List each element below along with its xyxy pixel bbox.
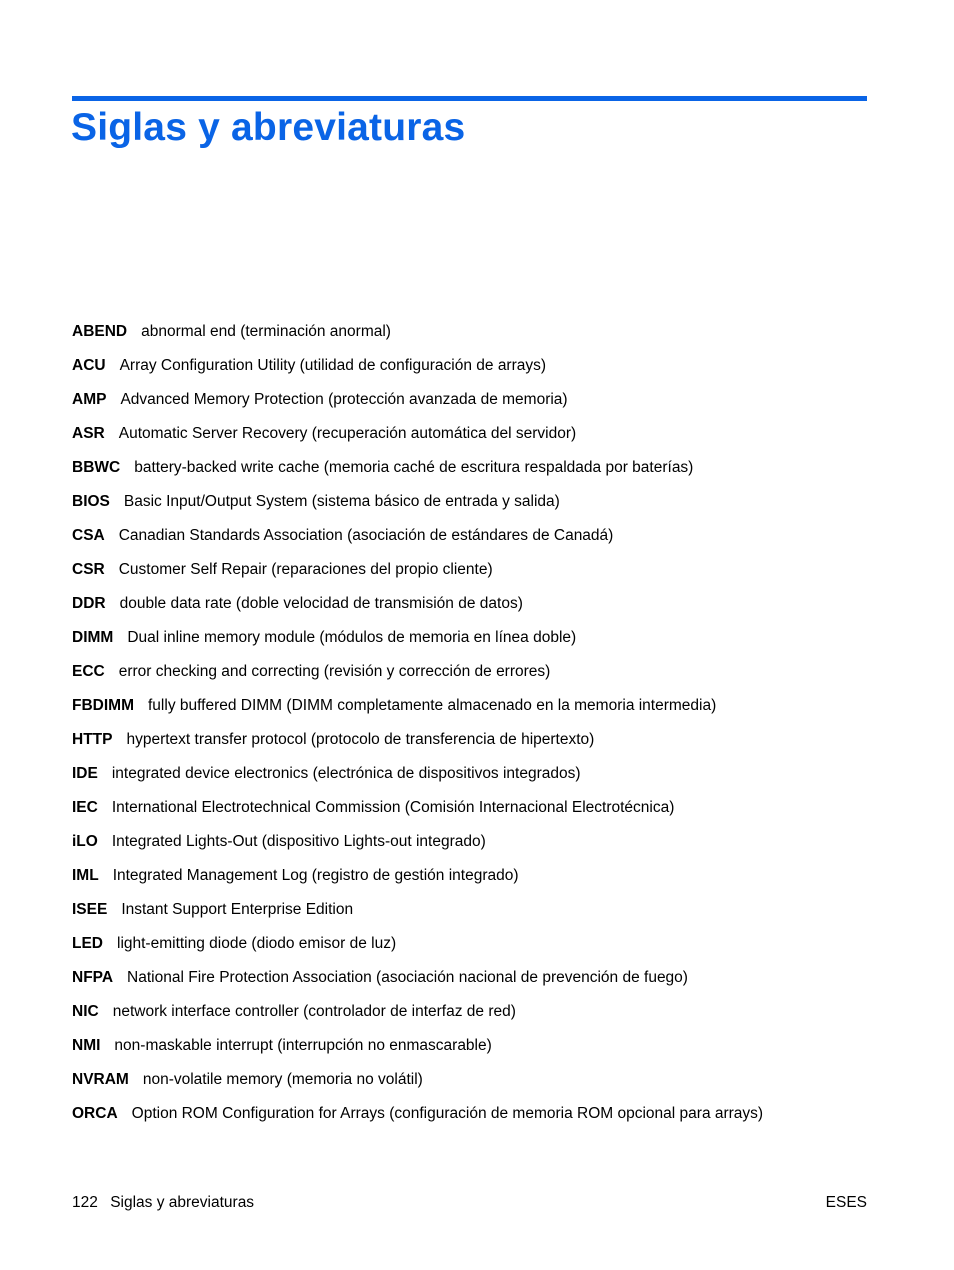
glossary-term: IDE: [72, 765, 98, 782]
footer-section-title: Siglas y abreviaturas: [110, 1194, 255, 1211]
glossary-entry: [72, 965, 872, 999]
glossary-entry: [72, 761, 872, 795]
glossary-term: HTTP: [72, 731, 113, 748]
glossary-term: AMP: [72, 391, 107, 408]
glossary-definition: Advanced Memory Protection (protección avanzada de memoria): [120, 391, 568, 408]
glossary-term: ABEND: [72, 323, 128, 340]
glossary-entry: [72, 999, 872, 1033]
glossary-term: iLO: [72, 833, 98, 850]
glossary-term: CSA: [72, 527, 105, 544]
glossary-term: NFPA: [72, 969, 114, 986]
glossary-term: NMI: [72, 1037, 101, 1054]
glossary-term: LED: [72, 935, 103, 952]
glossary-entry: [72, 829, 872, 863]
glossary-term: ECC: [72, 663, 105, 680]
glossary-term: ORCA: [72, 1105, 118, 1122]
glossary-definition: network interface controller (controlador de interfaz de red): [112, 1003, 516, 1020]
glossary-term: DDR: [72, 595, 106, 612]
glossary-term: BIOS: [72, 493, 110, 510]
page-title: Siglas y abreviaturas: [71, 106, 466, 149]
glossary-entry: [72, 387, 872, 421]
glossary-definition: Customer Self Repair (reparaciones del propio cliente): [118, 561, 493, 578]
glossary-term: IML: [72, 867, 99, 884]
glossary-entry: [72, 557, 872, 591]
glossary-entry: [72, 863, 872, 897]
glossary-definition: integrated device electronics (electrónica de dispositivos integrados): [111, 765, 581, 782]
glossary-entry: [72, 1067, 872, 1101]
glossary-entry: [72, 523, 872, 557]
glossary-list: [72, 319, 872, 1135]
glossary-definition: Automatic Server Recovery (recuperación automática del servidor): [118, 425, 577, 442]
glossary-definition: non-volatile memory (memoria no volátil): [142, 1071, 423, 1088]
glossary-entry: [72, 931, 872, 965]
glossary-entry: [72, 421, 872, 455]
glossary-term: ASR: [72, 425, 105, 442]
glossary-term: ACU: [72, 357, 106, 374]
glossary-definition: double data rate (doble velocidad de transmisión de datos): [119, 595, 523, 612]
glossary-definition: fully buffered DIMM (DIMM completamente almacenado en la memoria intermedia): [148, 697, 717, 714]
glossary-entry: [72, 353, 872, 387]
glossary-definition: Integrated Management Log (registro de gestión integrado): [112, 867, 519, 884]
glossary-definition: National Fire Protection Association (asociación nacional de prevención de fuego): [127, 969, 688, 986]
page-footer-left: [72, 1192, 254, 1214]
glossary-definition: error checking and correcting (revisión y corrección de errores): [118, 663, 551, 680]
glossary-definition: battery-backed write cache (memoria caché de escritura respaldada por baterías): [134, 459, 694, 476]
glossary-entry: [72, 455, 872, 489]
glossary-entry: [72, 591, 872, 625]
glossary-term: NIC: [72, 1003, 99, 1020]
glossary-definition: Option ROM Configuration for Arrays (configuración de memoria ROM opcional para arrays): [131, 1105, 764, 1122]
glossary-entry: [72, 489, 872, 523]
glossary-entry: [72, 1033, 872, 1067]
glossary-term: BBWC: [72, 459, 121, 476]
glossary-definition: Canadian Standards Association (asociación de estándares de Canadá): [118, 527, 614, 544]
glossary-definition: Instant Support Enterprise Edition: [121, 901, 354, 918]
footer-language-code: ESES: [825, 1194, 867, 1211]
glossary-entry: [72, 319, 872, 353]
glossary-term: FBDIMM: [72, 697, 134, 714]
glossary-term: CSR: [72, 561, 105, 578]
glossary-definition: Dual inline memory module (módulos de memoria en línea doble): [127, 629, 577, 646]
glossary-entry: [72, 693, 872, 727]
glossary-entry: [72, 659, 872, 693]
glossary-definition: abnormal end (terminación anormal): [141, 323, 391, 340]
glossary-entry: [72, 795, 872, 829]
glossary-definition: International Electrotechnical Commission (Comisión Internacional Electrotécnica): [111, 799, 675, 816]
glossary-definition: hypertext transfer protocol (protocolo de transferencia de hipertexto): [126, 731, 595, 748]
glossary-definition: Integrated Lights-Out (dispositivo Lights-out integrado): [111, 833, 486, 850]
glossary-definition: Array Configuration Utility (utilidad de configuración de arrays): [119, 357, 547, 374]
glossary-definition: Basic Input/Output System (sistema básico de entrada y salida): [123, 493, 560, 510]
glossary-entry: [72, 897, 872, 931]
glossary-definition: light-emitting diode (diodo emisor de luz): [117, 935, 397, 952]
glossary-entry: [72, 727, 872, 761]
glossary-term: DIMM: [72, 629, 114, 646]
glossary-entry: [72, 1101, 872, 1135]
glossary-entry: [72, 625, 872, 659]
glossary-definition: non-maskable interrupt (interrupción no enmascarable): [114, 1037, 492, 1054]
glossary-term: NVRAM: [72, 1071, 129, 1088]
page-number: 122: [72, 1194, 98, 1211]
glossary-term: IEC: [72, 799, 98, 816]
glossary-term: ISEE: [72, 901, 108, 918]
